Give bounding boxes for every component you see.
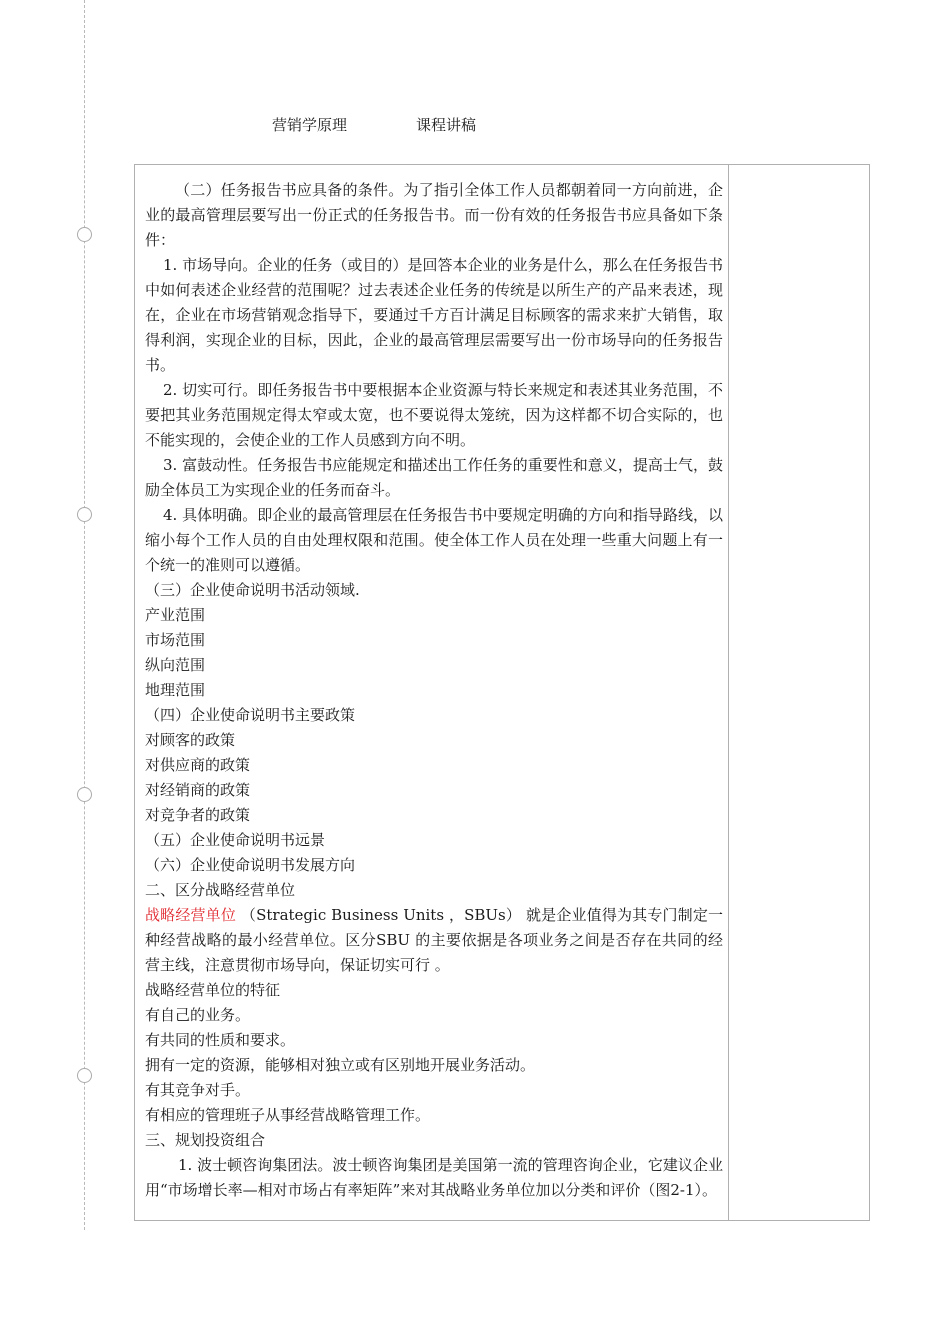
list-item: 产业范围 [145, 606, 206, 624]
list-item: 地理范围 [145, 681, 206, 699]
heading-activity-domain: （三）企业使命说明书活动领域. [145, 581, 360, 599]
course-title: 营销学原理 [272, 116, 348, 134]
heading-vision: （五）企业使命说明书远景 [145, 831, 326, 849]
section-heading-portfolio: 三、规划投资组合 [145, 1131, 266, 1149]
document-kind: 课程讲稿 [416, 116, 477, 134]
list-item: 有共同的性质和要求。 [145, 1031, 296, 1049]
paragraph-feasible: 2. 切实可行。即任务报告书中要根据本企业资源与特长来规定和表述其业务范围，不要把其业务范围规定得太窄或太宽，也不要说得太笼统，因为这样都不切合实际的，也不能实现的，会使企业的工作人员感到方向不明。 [145, 381, 723, 449]
sbu-definition-text: （Strategic Business Units ，SBUs） 就是企业值得为其专门制定一种经营战略的最小经营单位。区分SBU 的主要依据是各项业务之间是否存在共同的经营主线，注意贯彻市场导向，保证切实可行 。 [145, 906, 723, 974]
list-item: 市场范围 [145, 631, 206, 649]
binding-hole [77, 507, 92, 522]
binding-hole [77, 227, 92, 242]
highlighted-term: 战略经营单位 [145, 906, 236, 924]
list-item: 有其竞争对手。 [145, 1081, 251, 1099]
paragraph-sbu-definition [145, 903, 723, 978]
section-heading-sbu: 二、区分战略经营单位 [145, 881, 296, 899]
side-column-divider [728, 164, 729, 1221]
heading-direction: （六）企业使命说明书发展方向 [145, 856, 356, 874]
heading-sbu-features: 战略经营单位的特征 [145, 981, 281, 999]
binding-hole [77, 1068, 92, 1083]
paragraph-market-oriented: 1. 市场导向。企业的任务（或目的）是回答本企业的业务是什么，那么在任务报告书中如何表述企业经营的范围呢？过去表述企业任务的传统是以所生产的产品来表述，现在，企业在市场营销观念指导下，要通过千方百计满足目标顾客的需求来扩大销售，取得利润，实现企业的目标，因此，企业的最高管理层需要写出一份市场导向的任务报告书。 [145, 256, 723, 374]
binding-margin-line [84, 0, 85, 1230]
paragraph-motivating: 3. 富鼓动性。任务报告书应能规定和描述出工作任务的重要性和意义，提高士气，鼓励全体员工为实现企业的任务而奋斗。 [145, 456, 723, 499]
list-item: 有相应的管理班子从事经营战略管理工作。 [145, 1106, 431, 1124]
list-item: 纵向范围 [145, 656, 206, 674]
list-item: 拥有一定的资源，能够相对独立或有区别地开展业务活动。 [145, 1056, 536, 1074]
list-item: 对竞争者的政策 [145, 806, 251, 824]
paragraph-bcg: 1. 波士顿咨询集团法。波士顿咨询集团是美国第一流的管理咨询企业，它建议企业用“市场增长率—相对市场占有率矩阵”来对其战略业务单位加以分类和评价（图2-1）。 [145, 1156, 723, 1199]
list-item: 有自己的业务。 [145, 1006, 251, 1024]
paragraph-conditions: （二）任务报告书应具备的条件。为了指引全体工作人员都朝着同一方向前进，企业的最高管理层要写出一份正式的任务报告书。而一份有效的任务报告书应具备如下条件： [145, 181, 723, 249]
paragraph-specific: 4. 具体明确。即企业的最高管理层在任务报告书中要规定明确的方向和指导路线，以缩小每个工作人员的自由处理权限和范围。使全体工作人员在处理一些重大问题上有一个统一的准则可以遵循。 [145, 506, 723, 574]
heading-main-policies: （四）企业使命说明书主要政策 [145, 706, 356, 724]
binding-hole [77, 787, 92, 802]
list-item: 对顾客的政策 [145, 731, 236, 749]
lecture-content [145, 178, 723, 1203]
list-item: 对供应商的政策 [145, 756, 251, 774]
list-item: 对经销商的政策 [145, 781, 251, 799]
